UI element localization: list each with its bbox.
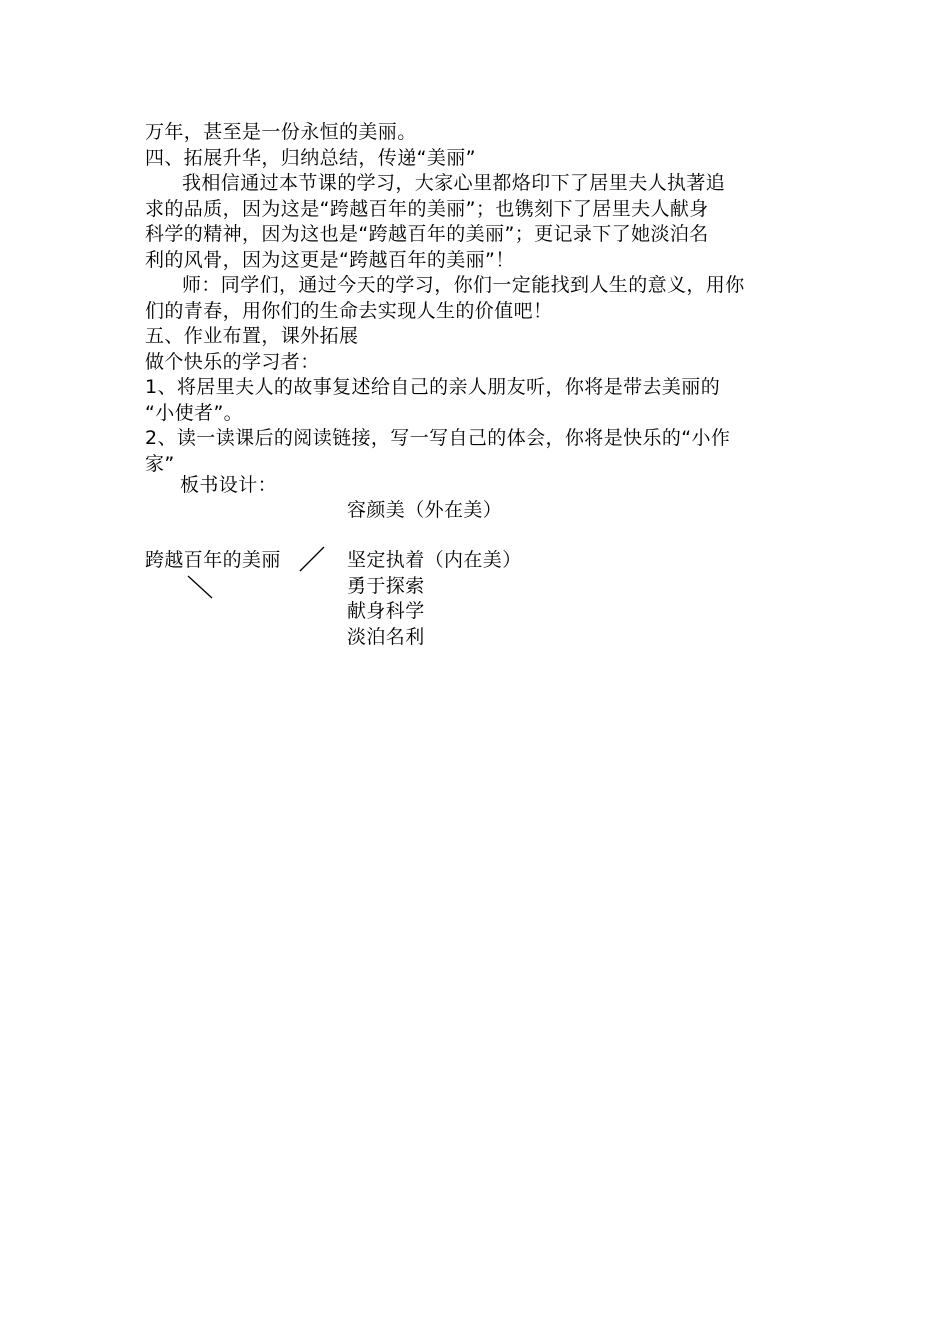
board-inner-item: 献身科学 [347,600,425,622]
paragraph-line: 求的品质，因为这是“跨越百年的美丽”；也镌刻下了居里夫人献身 [145,197,709,220]
board-outer-beauty [347,498,502,524]
teacher-line: 师：同学们，通过今天的学习，你们一定能找到人生的意义，用你 [182,274,745,296]
paragraph-line: 我相信通过本节课的学习，大家心里都烙印下了居里夫人执著追 [182,172,726,194]
branch-line-down [186,574,214,600]
lesson-text [145,120,810,477]
section-heading-five: 五、作业布置，课外拓展 [145,325,359,347]
board-inner-beauty-list [347,548,522,650]
homework-intro: 做个快乐的学习者： [145,350,320,373]
board-inner-item: 坚定执着（内在美） [347,549,522,571]
paragraph-line: 科学的精神，因为这也是“跨越百年的美丽”；更记录下了她淡泊名 [145,223,709,245]
homework-item-2-cont: 家” [145,452,175,475]
board-inner-item: 勇于探索 [347,574,425,597]
paragraph-line: 万年，甚至是一份永恒的美丽。 [145,121,417,143]
board-inner-item: 淡泊名利 [347,625,425,648]
section-heading-four: 四、拓展升华，归纳总结，传递“美丽” [145,146,476,169]
homework-item-1: 1、将居里夫人的故事复述给自己的亲人朋友听，你将是带去美丽的 [145,376,721,398]
paragraph-line: 利的风骨，因为这更是“跨越百年的美丽”！ [145,248,515,271]
board-outer-item: 容颜美（外在美） [347,499,503,521]
teacher-line-cont: 们的青春，用你们的生命去实现人生的价值吧！ [145,299,553,322]
branch-line-up [298,545,326,573]
board-title: 跨越百年的美丽 [145,549,281,571]
board-design-label: 板书设计： [180,474,278,496]
homework-item-2: 2、读一读课后的阅读链接，写一写自己的体会，你将是快乐的“小作 [145,427,731,449]
homework-item-1-cont: “小使者”。 [145,401,244,424]
